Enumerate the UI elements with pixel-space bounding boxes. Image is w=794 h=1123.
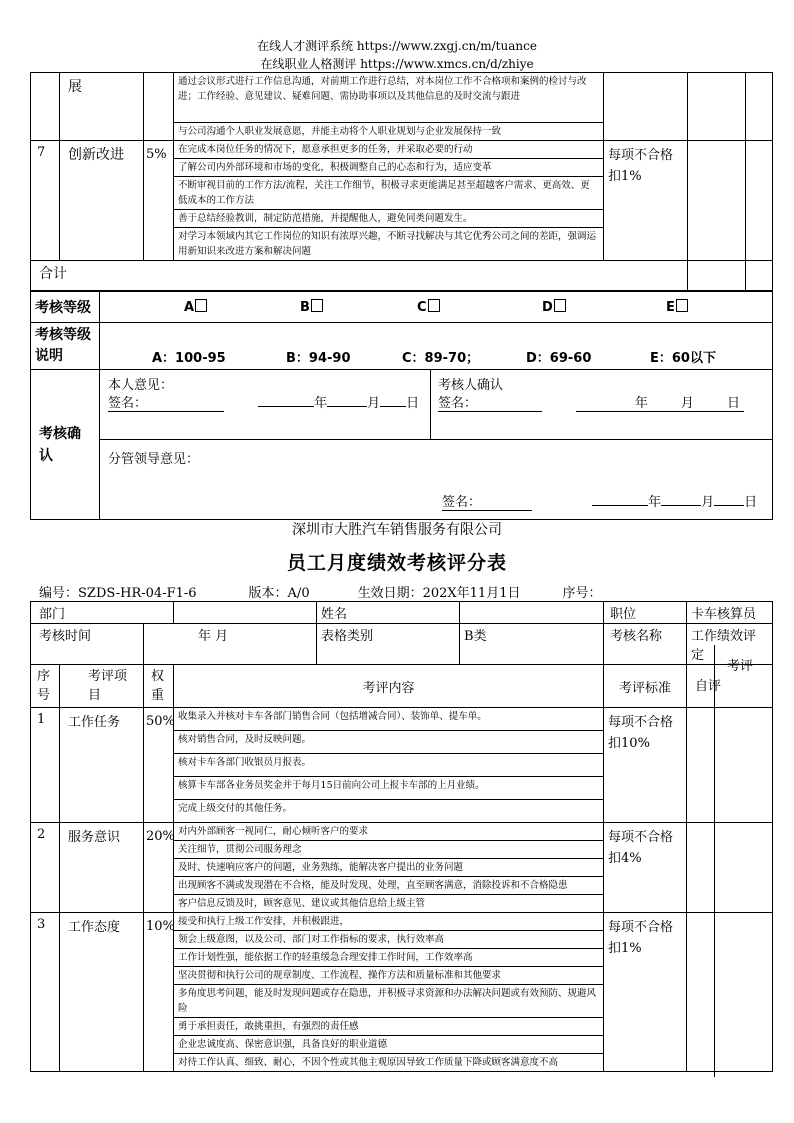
form-serial: 序号： — [562, 586, 602, 601]
form-title: 员工月度绩效考核评分表 — [286, 552, 507, 574]
self-score-cell[interactable] — [688, 141, 746, 261]
content-line: 核算卡车部各业务员奖金并于每月15日前向公司上报卡车部的上月业绩。 — [174, 777, 603, 800]
form-code: 编号：SZDS-HR-04-F1-6 — [39, 586, 197, 601]
info-row — [31, 602, 773, 624]
header-line-1: 在线人才测评系统 https://www.zxgj.cn/m/tuance — [257, 39, 537, 53]
total-label: 合计 — [31, 261, 688, 291]
leader-sign-line[interactable]: 签名： 年 月 日 — [442, 491, 757, 511]
seq-cell: 2 — [31, 823, 60, 913]
col-weight: 权重 — [144, 665, 174, 708]
prev-page-table — [30, 72, 773, 291]
seq-cell: 1 — [31, 708, 60, 823]
period-label: 考核时间 — [31, 624, 144, 665]
item-label: 创新改进 — [60, 141, 144, 261]
eval-score-cell[interactable] — [746, 141, 773, 261]
content-line: 领会上级意图，以及公司、部门对工作指标的要求，执行效率高 — [174, 931, 603, 949]
grade-option-c[interactable]: C — [417, 299, 440, 315]
table-row — [31, 73, 773, 141]
content-line: 多角度思考问题，能及时发现问题或存在隐患，并积极寻求资源和办法解决问题或有效预防、规避风险 — [174, 985, 603, 1018]
content-line: 对内外部顾客一视同仁，耐心倾听客户的要求 — [174, 823, 603, 841]
weight-cell: 5% — [144, 141, 174, 261]
item-label: 工作任务 — [60, 708, 144, 823]
divider — [714, 645, 715, 1077]
assess-name-value: 工作绩效评定 — [687, 624, 773, 665]
seq-cell: 3 — [31, 913, 60, 1072]
dept-label: 部门 — [31, 602, 174, 624]
assessor-sign-line[interactable]: 签名： 年 月 日 — [438, 392, 744, 412]
weight-cell: 50% — [144, 708, 174, 823]
content-cell — [174, 913, 604, 1072]
form-type-label: 表格类别 — [317, 624, 460, 665]
self-sign-line[interactable]: 签名： 年 月 日 — [108, 392, 419, 412]
grade-range-d: D：69-60 — [526, 351, 592, 366]
grade-ranges — [100, 323, 773, 370]
table-row — [31, 913, 773, 1072]
item-label: 工作态度 — [60, 913, 144, 1072]
checkbox-icon — [676, 299, 688, 312]
table-row — [31, 708, 773, 823]
grade-range-b: B：94-90 — [286, 351, 351, 366]
confirm-row — [31, 370, 773, 520]
grade-range-a: A：100-95 — [152, 351, 226, 366]
standard-cell: 每项不合格扣1% — [604, 913, 687, 1072]
content-line: 了解公司内外部环境和市场的变化，积极调整自己的心态和行为，适应变革 — [174, 159, 603, 177]
header-line-2: 在线职业人格测评 https://www.xmcs.cn/d/zhiye — [260, 57, 534, 71]
period-value[interactable]: 年 月 — [144, 624, 317, 665]
content-line: 不断审视目前的工作方法/流程，关注工作细节，积极寻求更能满足甚至超越客户需求、更高效、更低成本的工作方法 — [174, 177, 603, 210]
confirm-label: 考核确认 — [31, 370, 100, 520]
seq-cell: 7 — [31, 141, 60, 261]
column-header-row — [31, 665, 773, 708]
content-line: 坚决贯彻和执行公司的规章制度、工作流程、操作方法和质量标准和其他要求 — [174, 967, 603, 985]
content-line: 勇于承担责任，敢挑重担，有强烈的责任感 — [174, 1018, 603, 1036]
confirm-area — [100, 370, 773, 520]
position-value: 卡车核算员 — [687, 602, 773, 624]
content-cell — [174, 73, 604, 141]
divider — [430, 370, 431, 439]
checkbox-icon — [428, 299, 440, 312]
grade-option-e[interactable]: E — [666, 299, 688, 315]
content-cell — [174, 708, 604, 823]
col-self: 自评 — [695, 679, 722, 694]
content-cell — [174, 823, 604, 913]
grade-row — [31, 292, 773, 323]
grade-option-b[interactable]: B — [300, 299, 323, 315]
checkbox-icon — [311, 299, 323, 312]
total-row — [31, 261, 773, 291]
standard-cell: 每项不合格扣4% — [604, 823, 687, 913]
form-effective-date: 生效日期：202X年11月1日 — [357, 586, 521, 601]
grade-table — [30, 291, 773, 520]
item-label: 展 — [60, 73, 144, 141]
score-cell[interactable] — [687, 708, 773, 823]
assess-name-label: 考核名称 — [604, 624, 687, 665]
content-line: 出现顾客不满或发现潜在不合格，能及时发现、处理，直至顾客满意，消除投诉和不合格隐患 — [174, 877, 603, 895]
position-label: 职位 — [604, 602, 687, 624]
col-standard: 考评标准 — [604, 665, 687, 708]
content-line: 对待工作认真、细致、耐心，不因个性或其他主观原因导致工作质量下降或顾客满意度不高 — [178, 1057, 559, 1068]
content-line: 通过会议形式进行工作信息沟通，对前期工作进行总结，对本岗位工作不合格项和案例的检讨与改进；工作经验、意见建议、疑难问题、需协助事项以及其他信息的及时交流与跟进 — [174, 73, 603, 123]
content-line: 客户信息反馈及时，顾客意见、建议或其他信息给上级主管 — [178, 898, 426, 909]
weight-cell: 20% — [144, 823, 174, 913]
form-type-value: B类 — [460, 624, 604, 665]
content-line: 对学习本领域内其它工作岗位的知识有浓厚兴趣，不断寻找解决与其它优秀公司之间的差距，强调运用新知识来改进方案和解决问题 — [178, 231, 597, 257]
content-line: 与公司沟通个人职业发展意愿，并能主动将个人职业规划与企业发展保持一致 — [178, 126, 502, 137]
evaluation-table — [30, 601, 773, 1072]
grade-option-a[interactable]: A — [184, 299, 207, 315]
dept-value[interactable] — [174, 602, 317, 624]
checkbox-icon — [195, 299, 207, 312]
grade-option-d[interactable]: D — [542, 299, 566, 315]
weight-cell: 10% — [144, 913, 174, 1072]
checkbox-icon — [554, 299, 566, 312]
grade-options — [100, 292, 773, 323]
grade-desc-row — [31, 323, 773, 370]
col-item: 考评项目 — [60, 665, 144, 708]
standard-cell: 每项不合格扣1% — [604, 141, 688, 261]
name-label: 姓名 — [317, 602, 460, 624]
content-line: 企业忠诚度高、保密意识强，具备良好的职业道德 — [174, 1036, 603, 1054]
content-line: 工作计划性强，能依据工作的轻重缓急合理安排工作时间，工作效率高 — [174, 949, 603, 967]
content-line: 关注细节，贯彻公司服务理念 — [174, 841, 603, 859]
assessor-confirm-label: 考核人确认 — [438, 378, 504, 393]
self-opinion-label: 本人意见： — [108, 378, 174, 393]
content-line: 接受和执行上级工作安排，并积极跟进， — [174, 913, 603, 931]
content-line: 核对卡车各部门收银员月报表。 — [174, 754, 603, 777]
form-version: 版本：A/0 — [248, 586, 310, 601]
col-seq: 序号 — [31, 665, 60, 708]
item-label: 服务意识 — [60, 823, 144, 913]
col-eval: 考评 — [727, 659, 754, 674]
content-cell — [174, 141, 604, 261]
company-name: 深圳市大胜汽车销售服务有限公司 — [292, 522, 502, 538]
content-line: 完成上级交付的其他任务。 — [178, 803, 293, 814]
content-line: 核对销售合同，及时反映问题。 — [174, 731, 603, 754]
content-line: 在完成本岗位任务的情况下，愿意承担更多的任务，并采取必要的行动 — [174, 141, 603, 159]
info-row — [31, 624, 773, 665]
leader-opinion-label: 分管领导意见： — [108, 452, 200, 467]
name-value[interactable] — [460, 602, 604, 624]
divider — [100, 439, 773, 440]
table-row — [31, 141, 773, 261]
content-line: 及时、快速响应客户的问题，业务熟练，能解决客户提出的业务问题 — [174, 859, 603, 877]
col-content: 考评内容 — [174, 665, 604, 708]
content-line: 收集录入并核对卡车各部门销售合同（包括增减合同）、装饰单、提车单。 — [174, 708, 603, 731]
standard-cell: 每项不合格扣10% — [604, 708, 687, 823]
content-line: 善于总结经验教训，制定防范措施，并提醒他人，避免同类问题发生。 — [174, 210, 603, 228]
grade-range-e: E：60以下 — [650, 351, 716, 366]
grade-desc-label: 考核等级说明 — [31, 323, 100, 370]
score-cell[interactable] — [687, 913, 773, 1072]
score-cell[interactable] — [687, 823, 773, 913]
grade-label: 考核等级 — [31, 292, 100, 323]
table-row — [31, 823, 773, 913]
form-meta — [39, 582, 602, 601]
grade-range-c: C：89-70； — [402, 351, 480, 366]
